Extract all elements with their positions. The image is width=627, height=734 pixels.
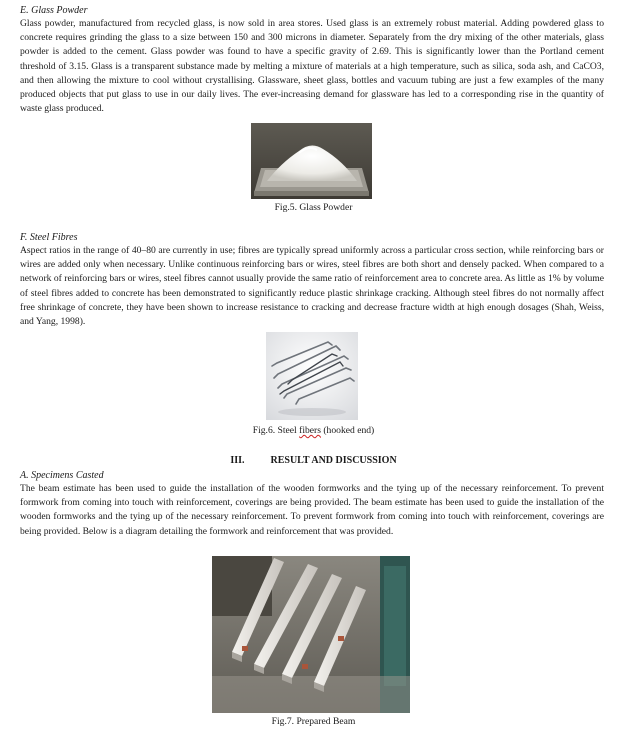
results-section-title (0, 455, 627, 467)
steel-fibres-caption: Fig.6. Steel fibers (hooked end) (252, 425, 375, 436)
steel-fibres-photo (266, 332, 358, 420)
prepared-beam-caption: Fig.7. Prepared Beam (271, 716, 356, 727)
glass-powder-paragraph: Glass powder, manufactured from recycled glass, is now sold in area stores. Used glass is an extremely robust material. Adding powdered glass to concrete requires grinding the glass to a size between 150 and 300 microns in diameter. Separately from the dry mixing of the other materials, glass powder is added to the cement. Glass powder was found to have a specific gravity of 2.69. This is significantly lower than the Portland cement threshold of 3.15. Glass is a transparent substance made by melting a mixture of materials at a high temperature, such as silica, soda ash, and CaCO3, and then allowing the mixture to cool without crystallising. Glassware, sheet glass, bottles and vacuum tubing are just a few examples of the many produced objects that put glass to use in our daily lives. The ever-increasing demand for glassware has led to a corresponding rise in the quantity of waste glass produced. (20, 18, 604, 115)
section-number: III. (230, 455, 245, 466)
steel-fibres-heading: F. Steel Fibres (20, 232, 78, 243)
glass-powder-heading: E. Glass Powder (20, 5, 88, 16)
steel-fibres-paragraph: Aspect ratios in the range of 40–80 are currently in use; fibres are typically spread uniformly across a particular cross section, while reinforcing bars or wires are added only when necessary. Unlike continuous reinforcing bars or wires, steel fibres are both short and densely packed. When compared to a network of reinforcing bars or wires, steel fibres cannot usually provide the same ratio of reinforcement area to concrete area. As little as 1% by volume of steel fibres added to concrete has been demonstrated to significantly reduce plastic shrinkage cracking. Although steel fibres do not normally affect free shrinkage of concrete, they have been shown to increase resistance to cracking and decrease fracture width at high enough dosages (Shah, Weiss, and Yang, 1998). (20, 245, 604, 328)
specimens-heading: A. Specimens Casted (20, 470, 104, 481)
glass-powder-caption: Fig.5. Glass Powder (274, 202, 353, 213)
specimens-paragraph: The beam estimate has been used to guide the installation of the wooden formworks and the tying up of the necessary reinforcement. To prevent formwork from coming into touch with reinforcement, coverings are being provided. The beam estimate has been used to guide the installation of the wooden formworks and the tying up of the necessary reinforcement. To prevent formwork from coming into touch with reinforcement, coverings are being provided. Below is a diagram detailing the formwork and reinforcement that was provided. (20, 483, 604, 537)
prepared-beam-photo (212, 556, 410, 713)
section-title-text: RESULT AND DISCUSSION (270, 455, 397, 466)
glass-powder-photo (251, 123, 372, 199)
